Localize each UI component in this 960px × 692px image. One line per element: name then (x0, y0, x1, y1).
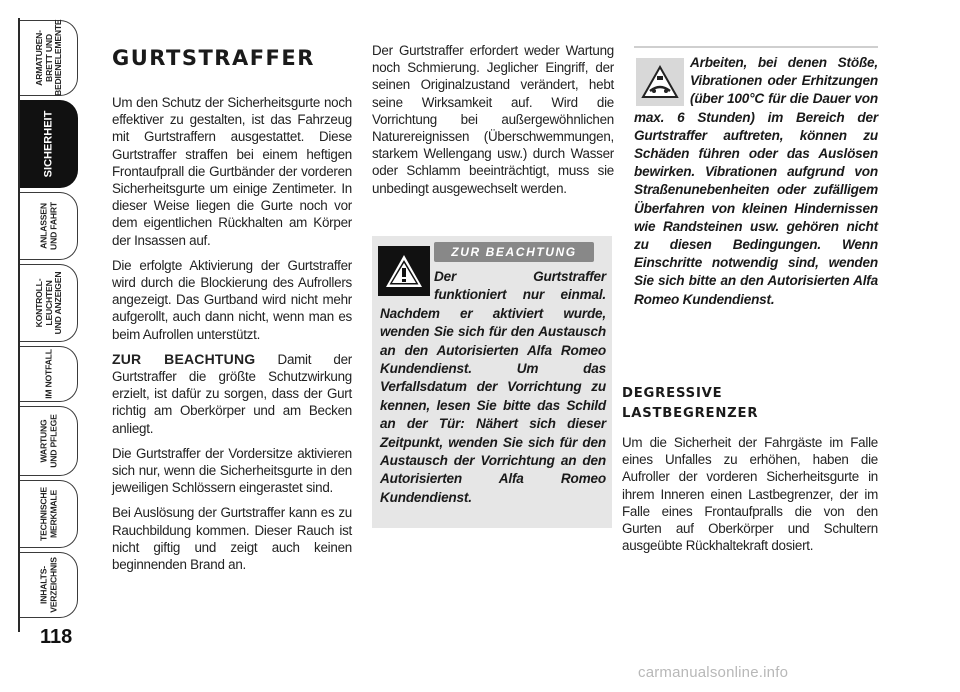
paragraph: Bei Auslösung der Gurtstraffer kann es zu Rauchbildung kommen. Dieser Rauch ist nicht giftig und zeigt auch keinen beginnenden Brand an. (112, 505, 352, 573)
caution-body: Arbeiten, bei denen Stöße, Vibrationen oder Erhitzungen (über 100°C für die Dauer von max. 6 Stunden) im Bereich der Gurtstraffer auftreten, können zu Schäden führen oder das Auslösen bewirken. Vibrationen aufgrund von Straßenunebenheiten oder zufälligem Überfahren von kleinen Hindernissen wie Randsteinen usw. gehören nicht zu diesen Bedingungen. Wenn Einschritte notwendig sind, wenden Sie sich bitte an den Autorisierten Alfa Romeo Kundendienst. (634, 55, 878, 307)
paragraph: Um die Sicherheit der Fahrgäste im Falle eines Unfalles zu erhöhen, haben die Aufroller der vorderen Sicherheitsgurte in ihrem Inneren einen Lastbegrenzer, der im Falle eines Frontaufpralls die von den Gurten auf Oberkörper und Schultern ausgeübte Rückhaltekraft dosiert. (622, 435, 878, 554)
warning-text (380, 268, 606, 507)
tab-wartung[interactable] (20, 406, 78, 476)
watermark: carmanualsonline.info (638, 664, 789, 681)
tab-armaturenbrett[interactable] (20, 20, 78, 96)
tab-technische-merkmale[interactable] (20, 480, 78, 548)
paragraph: Die Gurtstraffer der Vordersitze aktivieren sich nur, wenn die Sicherheitsgurte in den jeweiligen Schlössern eingerastet sind. (112, 445, 352, 496)
warning-box (372, 236, 612, 528)
warning-header: ZUR BEACHTUNG (434, 242, 594, 262)
tab-inhaltsverzeichnis[interactable] (20, 552, 78, 618)
tab-label: SICHERHEIT (41, 110, 54, 178)
section-title: DEGRESSIVE LASTBEGRENZER (622, 386, 759, 421)
page-title: GURTSTRAFFER (112, 46, 315, 70)
tab-im-notfall[interactable] (20, 346, 78, 402)
warning-body: Der Gurtstraffer funktioniert nur einmal. Nachdem er aktiviert wurde, wenden Sie sich für den Austausch an den Autorisierten Alfa Romeo Kundendienst. Um das Verfallsdatum der Vorrichtung zu kennen, lesen Sie bitte das Schild an der Tür: Nähert sich dieser Zeitpunkt, wenden Sie sich für den Austausch der Vorrichtung an den Autorisierten Alfa Romeo Kundendienst. (380, 269, 606, 505)
tab-label: IM NOTFALL (42, 349, 53, 399)
tab-label: INHALTS- VERZEICHNIS (38, 557, 58, 613)
divider (634, 46, 878, 48)
paragraph: Um den Schutz der Sicherheitsgurte noch effektiver zu gestalten, ist das Fahrzeug mit Gurtstraffern ausgestattet. Diese Gurtstraffer straffen bei einem heftigen Frontaufprall die Gurtbänder der vorderen Sicherheitsgurte um einige Zentimeter. In dieser Weise liegen die Gurte noch vor dem eigentlichen Rückhalten am Körper der Insassen auf. (112, 95, 352, 248)
tab-label: KONTROLL- LEUCHTEN UND ANZEIGEN (33, 271, 63, 335)
column-wartung-hinweis (372, 38, 614, 205)
tab-sicherheit[interactable] (20, 100, 78, 188)
section-lastbegrenzer (622, 384, 878, 562)
tab-label: ARMATUREN- BRETT UND BEDIENELEMENTE (33, 19, 63, 96)
tab-anlassen[interactable] (20, 192, 78, 260)
column-gurtstraffer (112, 38, 352, 581)
tab-label: WARTUNG UND PFLEGE (38, 414, 58, 468)
page-number: 118 (40, 626, 73, 648)
note-paragraph (112, 351, 352, 437)
note-text: Damit der Gurtstraffer die größte Schutzwirkung erzielt, ist dafür zu sorgen, dass der Gurt richtig am Oberkörper und am Becken anliegt. (112, 351, 352, 436)
tab-kontrollleuchten[interactable] (20, 264, 78, 342)
chapter-tab-nav (18, 0, 80, 692)
paragraph: Die erfolgte Aktivierung der Gurtstraffer wird durch die Blockierung des Aufrollers angezeigt. Das Gurtband wird nicht mehr aufgerollt, auch dann nicht, wenn man es beim Aufrollen unterstützt. (112, 257, 352, 342)
note-label: ZUR BEACHTUNG (112, 350, 256, 367)
tab-label: ANLASSEN UND FAHRT (38, 202, 58, 250)
paragraph: Der Gurtstraffer erfordert weder Wartung noch Schmierung. Jeglicher Eingriff, der seinen Originalzustand verändert, hebt seine Wirksamkeit auf. Wird die Vorrichtung bei außergewöhnlichen Naturereignissen (Überschwemmungen, starkem Wellengang usw.) durch Wasser oder Schlamm beeinträchtigt, muss sie unbedingt ausgewechselt werden. (372, 43, 614, 196)
tab-label: TECHNISCHE MERKMALE (38, 487, 58, 541)
caution-text (634, 54, 878, 309)
